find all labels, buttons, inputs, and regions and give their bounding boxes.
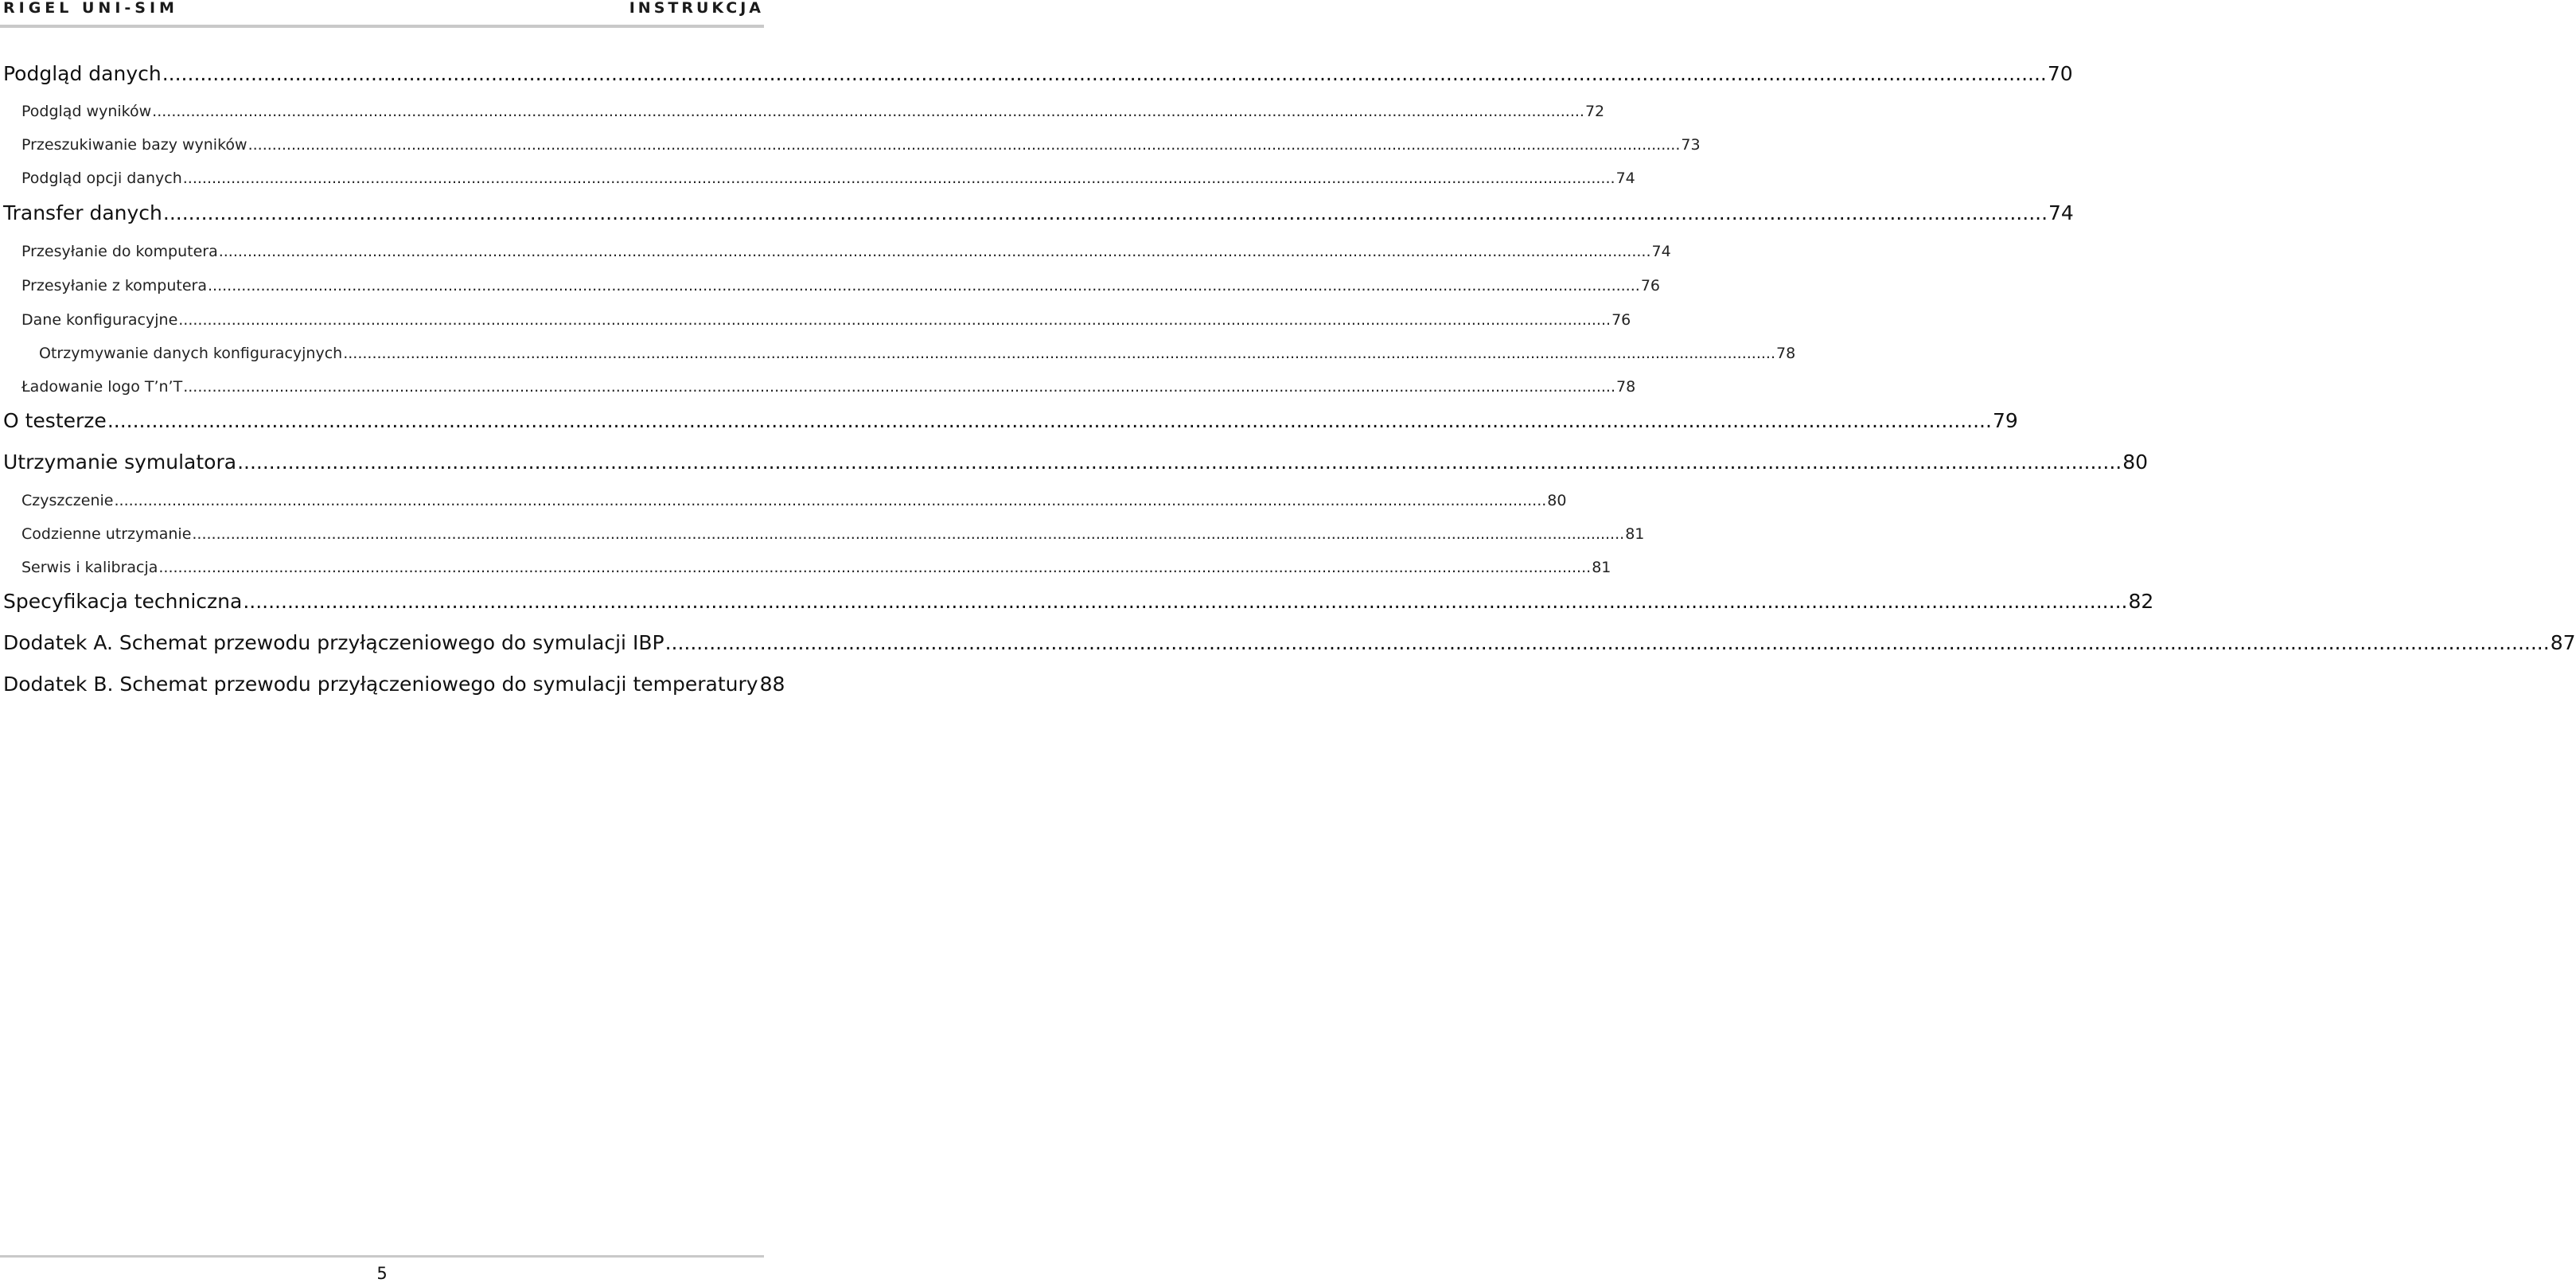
toc-entry-page: 81 — [1592, 559, 1611, 576]
toc-entry-page: 80 — [2122, 450, 2149, 474]
toc-entry-label: Podgląd danych — [3, 62, 162, 85]
page-number: 5 — [376, 1264, 388, 1283]
toc-leader-dots — [343, 345, 1775, 362]
toc-leader-dots — [237, 450, 2122, 474]
toc-leader-dots — [665, 631, 2550, 654]
toc-entry-label: Podgląd wyników — [21, 103, 152, 120]
toc-leader-dots — [183, 378, 1615, 396]
toc-entry[interactable] — [39, 345, 1796, 362]
toc-leader-dots — [192, 525, 1624, 543]
header-document-type: INSTRUKCJA — [629, 0, 764, 17]
toc-entry-page: 74 — [1615, 170, 1635, 187]
toc-entry[interactable] — [3, 673, 785, 696]
header-product-name: RIGEL UNI-SIM — [3, 0, 178, 17]
toc-entry[interactable] — [21, 378, 1636, 396]
toc-entry-label: Specyfikacja techniczna — [3, 590, 243, 613]
toc-entry-page: 72 — [1584, 103, 1605, 120]
toc-leader-dots — [114, 492, 1546, 509]
toc-leader-dots — [107, 409, 1992, 432]
toc-entry-label: Utrzymanie symulatora — [3, 450, 237, 474]
toc-entry-label: Przesyłanie z komputera — [21, 277, 208, 294]
toc-entry-page: 87 — [2550, 631, 2576, 654]
toc-entry[interactable] — [21, 243, 1671, 260]
toc-leader-dots — [243, 590, 2127, 613]
toc-entry[interactable] — [3, 201, 2074, 224]
toc-entry-label: Podgląd opcji danych — [21, 170, 182, 187]
toc-leader-dots — [248, 136, 1681, 154]
toc-entry-page: 78 — [1776, 345, 1796, 362]
toc-leader-dots — [208, 277, 1640, 294]
toc-entry[interactable] — [3, 631, 2576, 654]
header-divider — [0, 25, 764, 28]
toc-entry-page: 78 — [1616, 378, 1636, 396]
toc-entry-label: Dodatek B. Schemat przewodu przyłączeniowego do symulacji temperatury — [3, 673, 758, 696]
toc-leader-dots — [178, 311, 1611, 329]
toc-entry[interactable] — [3, 409, 2018, 432]
toc-entry-page: 76 — [1611, 311, 1631, 329]
toc-entry-page: 88 — [759, 673, 785, 696]
toc-entry-page: 81 — [1625, 525, 1645, 543]
toc-entry-page: 74 — [1651, 243, 1671, 260]
toc-leader-dots — [219, 243, 1651, 260]
toc-leader-dots — [162, 62, 2047, 85]
page-header — [0, 0, 764, 29]
toc-leader-dots — [158, 559, 1591, 576]
toc-entry-page: 76 — [1640, 277, 1660, 294]
toc-leader-dots — [152, 103, 1584, 120]
toc-entry[interactable] — [21, 136, 1701, 154]
toc-entry-page: 79 — [1992, 409, 2018, 432]
toc-entry-label: Transfer danych — [3, 201, 162, 224]
toc-entry-label: Otrzymywanie danych konfiguracyjnych — [39, 345, 343, 362]
toc-entry[interactable] — [3, 62, 2073, 85]
toc-entry[interactable] — [3, 450, 2149, 474]
toc-entry-page: 80 — [1547, 492, 1567, 509]
toc-entry[interactable] — [21, 525, 1645, 543]
toc-leader-dots — [163, 201, 2048, 224]
toc-entry-label: Serwis i kalibracja — [21, 559, 158, 576]
toc-entry[interactable] — [21, 103, 1605, 120]
toc-entry[interactable] — [21, 492, 1567, 509]
toc-entry[interactable] — [21, 559, 1611, 576]
toc-entry-label: Przesyłanie do komputera — [21, 243, 218, 260]
toc-entry[interactable] — [21, 170, 1635, 187]
toc-entry[interactable] — [3, 590, 2154, 613]
toc-entry-page: 70 — [2047, 62, 2073, 85]
toc-entry-label: Ładowanie logo T’n’T — [21, 378, 183, 396]
toc-entry-label: O testerze — [3, 409, 107, 432]
toc-entry-page: 82 — [2128, 590, 2154, 613]
toc-entry[interactable] — [21, 311, 1631, 329]
toc-leader-dots — [183, 170, 1615, 187]
toc-entry-label: Codzienne utrzymanie — [21, 525, 192, 543]
toc-entry-label: Dane konfiguracyjne — [21, 311, 178, 329]
toc-entry-label: Dodatek A. Schemat przewodu przyłączeniowego do symulacji IBP — [3, 631, 664, 654]
toc-entry-page: 74 — [2048, 201, 2074, 224]
toc-entry-label: Przeszukiwanie bazy wyników — [21, 136, 247, 154]
toc-entry-page: 73 — [1681, 136, 1701, 154]
toc-entry-label: Czyszczenie — [21, 492, 114, 509]
footer-divider — [0, 1255, 764, 1258]
toc-entry[interactable] — [21, 277, 1660, 294]
